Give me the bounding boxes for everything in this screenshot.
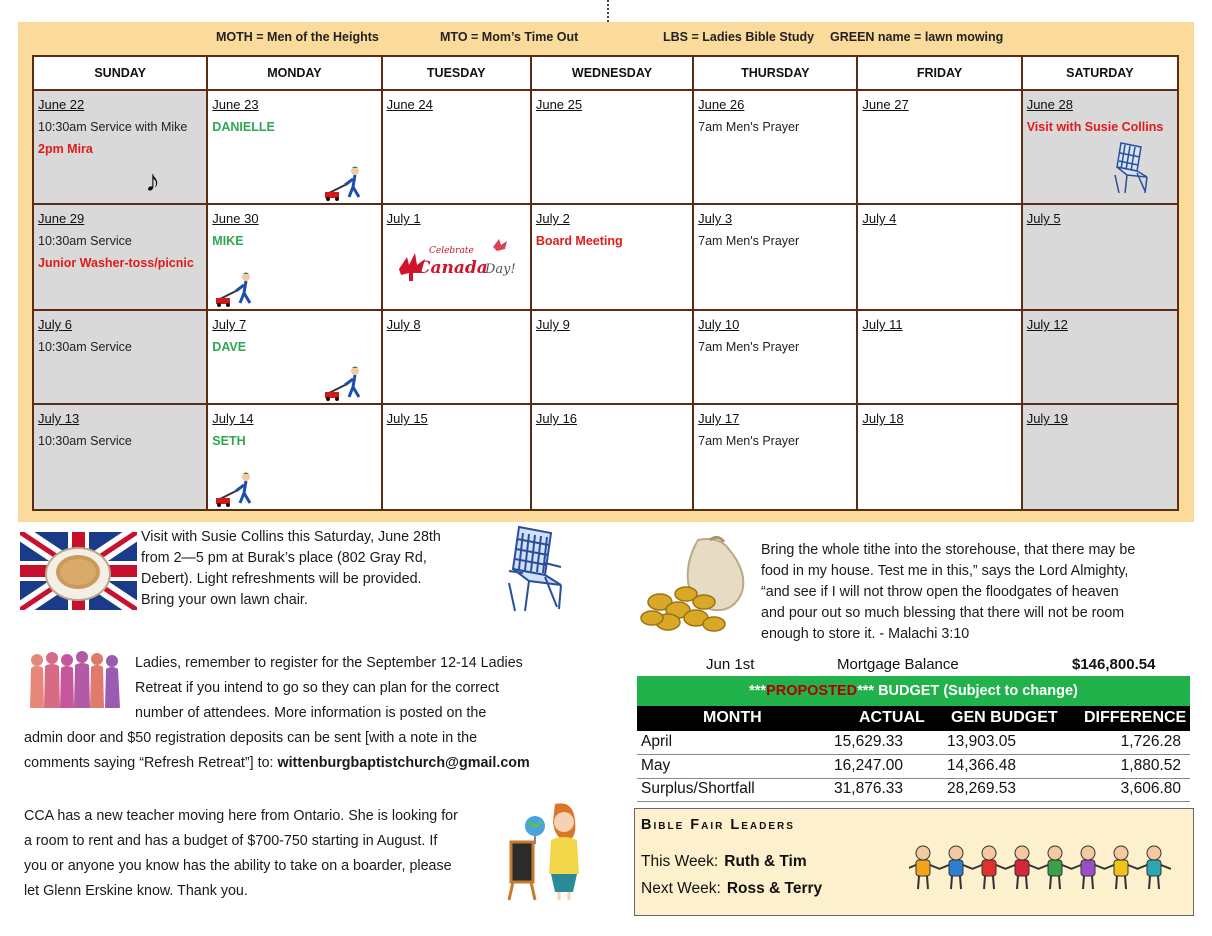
calendar-event: 7am Men's Prayer [698, 234, 800, 248]
day-header-sunday: SUNDAY [33, 56, 207, 90]
verse-line: “and see if I will not throw open the floodgates of heaven [761, 584, 1119, 600]
ladies-line: number of attendees. More information is posted on the [135, 705, 487, 721]
ladies-line: admin door and $50 registration deposits can be sent [with a note in the [24, 730, 478, 746]
day-date: July 5 [1026, 211, 1061, 226]
day-date: July 15 [386, 411, 428, 426]
day-date: July 17 [698, 411, 740, 426]
calendar-day-cell[interactable] [33, 204, 207, 310]
budget-difference: 1,880.52 [1120, 757, 1181, 774]
visit-line: Visit with Susie Collins this Saturday, June 28th [141, 529, 441, 545]
lawn-mower-icon [216, 271, 260, 307]
calendar-week-row [33, 310, 1178, 404]
day-date: June 26 [698, 97, 745, 112]
day-date: June 30 [212, 211, 259, 226]
cca-line: you or anyone you know has the ability to take on a boarder, please [24, 858, 452, 874]
this-week-leaders: Ruth & Tim [724, 853, 807, 870]
calendar-day-cell[interactable] [693, 204, 857, 310]
mowing-volunteer: MIKE [212, 234, 244, 248]
calendar-event: 7am Men's Prayer [698, 340, 800, 354]
verse-line: Bring the whole tithe into the storehouse, that there may be [761, 542, 1136, 558]
lawn-chair-icon [1111, 141, 1149, 195]
day-date: July 8 [386, 317, 421, 332]
budget-row-divider [637, 801, 1190, 802]
ladies-line: Retreat if you intend to go so they can plan for the correct [135, 680, 499, 696]
cca-line: a room to rent and has a budget of $700-750 starting in August. If [24, 833, 438, 849]
canada-day-image [393, 239, 523, 287]
day-date: July 14 [212, 411, 254, 426]
calendar-event: 7am Men's Prayer [698, 434, 800, 448]
calendar-day-cell[interactable] [1022, 90, 1178, 204]
mowing-volunteer: SETH [212, 434, 246, 448]
verse-line: food in my house. Test me in this,” says the Lord Almighty, [761, 563, 1129, 579]
budget-month: April [641, 733, 673, 750]
this-week-label: This Week: [641, 853, 719, 870]
calendar-day-cell[interactable] [857, 310, 1021, 404]
day-date: July 19 [1026, 411, 1068, 426]
banner-title: *** BUDGET (Subject to change) [857, 683, 1078, 699]
day-date: July 9 [535, 317, 570, 332]
budget-difference: 1,726.28 [1120, 733, 1181, 750]
visit-line: Bring your own lawn chair. [141, 592, 308, 608]
music-note-icon: ♪ [145, 165, 161, 198]
visit-line: Debert). Light refreshments will be provided. [141, 571, 422, 587]
verse-line: enough to store it. - Malachi 3:10 [761, 626, 970, 642]
lawn-mower-icon [325, 165, 369, 201]
this-week-row [641, 853, 807, 871]
legend-green: GREEN name = lawn mowing [830, 30, 1004, 44]
day-date: July 18 [862, 411, 904, 426]
church-email-link[interactable]: wittenburgbaptistchurch@gmail.com [277, 755, 530, 771]
mowing-volunteer: DAVE [212, 340, 247, 354]
mowing-volunteer: DANIELLE [212, 120, 275, 134]
calendar-day-cell[interactable] [531, 204, 693, 310]
women-silhouettes-image [28, 650, 126, 710]
special-event: Junior Washer-toss/picnic [38, 255, 194, 270]
next-week-row [641, 880, 822, 898]
special-event: 2pm Mira [38, 141, 93, 156]
budget-actual: 31,876.33 [834, 780, 903, 797]
mortgage-amount: $146,800.54 [1072, 656, 1156, 673]
budget-header-row [637, 706, 1190, 731]
union-jack-tea-image [20, 532, 137, 610]
lawn-mower-icon [325, 365, 369, 401]
calendar-week-row [33, 90, 1178, 204]
calendar-week-row [33, 204, 1178, 310]
calendar-day-cell[interactable] [693, 310, 857, 404]
calendar-day-cell[interactable] [1022, 310, 1178, 404]
visit-line: from 2—5 pm at Burak’s place (802 Gray Rd, [141, 550, 427, 566]
budget-gen: 14,366.48 [947, 757, 1016, 774]
day-date: June 23 [212, 97, 259, 112]
budget-gen: 28,269.53 [947, 780, 1016, 797]
day-date: June 25 [535, 97, 583, 112]
calendar-day-cell[interactable] [857, 404, 1021, 510]
ladies-last-line [24, 751, 530, 776]
day-date: June 22 [38, 97, 85, 112]
col-difference: DIFFERENCE [1084, 709, 1187, 726]
special-event: Visit with Susie Collins [1026, 120, 1164, 134]
day-header-wednesday: WEDNESDAY [531, 56, 693, 90]
calendar-day-cell[interactable] [693, 404, 857, 510]
banner-proposed: PROPOSTED [766, 683, 858, 699]
calendar-day-cell[interactable] [382, 90, 531, 204]
calendar-grid [32, 55, 1179, 511]
page-divider-mark [607, 0, 609, 22]
day-header-friday: FRIDAY [857, 56, 1021, 90]
day-header-row [33, 56, 1178, 90]
cca-line: let Glenn Erskine know. Thank you. [24, 883, 248, 899]
calendar-event: 10:30am Service with Mike [38, 120, 188, 134]
calendar-day-cell[interactable] [33, 310, 207, 404]
banner-stars: *** [749, 683, 767, 699]
day-date: July 4 [862, 211, 897, 226]
legend-moth: MOTH = Men of the Heights [216, 30, 379, 44]
day-date: July 1 [386, 211, 421, 226]
kids-holding-hands-image [909, 843, 1171, 893]
calendar-day-cell[interactable] [1022, 404, 1178, 510]
calendar-legend [18, 30, 1194, 48]
verse-line: and pour out so much blessing that there will not be room [761, 605, 1125, 621]
calendar-event: 7am Men's Prayer [698, 120, 800, 134]
day-header-thursday: THURSDAY [693, 56, 857, 90]
calendar-day-cell[interactable] [382, 310, 531, 404]
calendar-day-cell[interactable] [207, 310, 381, 404]
day-date: July 7 [212, 317, 247, 332]
budget-month: May [641, 757, 671, 774]
cca-line: CCA has a new teacher moving here from Ontario. She is looking for [24, 808, 458, 824]
next-week-leaders: Ross & Terry [726, 880, 823, 897]
calendar-day-cell[interactable] [207, 404, 381, 510]
next-week-label: Next Week: [641, 880, 721, 897]
calendar-event: 10:30am Service [38, 340, 132, 354]
day-date: June 27 [862, 97, 909, 112]
calendar-day-cell[interactable] [382, 204, 531, 310]
calendar-event: 10:30am Service [38, 434, 132, 448]
day-date: July 2 [535, 211, 570, 226]
money-bag-coins-image [638, 532, 754, 638]
budget-difference: 3,606.80 [1120, 780, 1181, 797]
day-date: July 3 [698, 211, 733, 226]
calendar-day-cell[interactable] [1022, 204, 1178, 310]
day-header-tuesday: TUESDAY [382, 56, 531, 90]
budget-row [637, 778, 1190, 800]
calendar-day-cell[interactable] [207, 204, 381, 310]
teacher-image [507, 800, 585, 902]
day-date: July 10 [698, 317, 740, 332]
canada-day-text-2: Canada [416, 258, 488, 278]
ladies-line-prefix: comments saying “Refresh Retreat”] to: [24, 755, 278, 771]
bible-fair-leaders-box [634, 808, 1194, 916]
day-header-monday: MONDAY [207, 56, 381, 90]
mortgage-date: Jun 1st [706, 656, 755, 673]
tithe-verse [761, 540, 1191, 645]
budget-banner [637, 676, 1190, 706]
day-date: July 6 [38, 317, 72, 332]
budget-gen: 13,903.05 [947, 733, 1016, 750]
legend-lbs: LBS = Ladies Bible Study [663, 30, 815, 44]
day-date: June 24 [386, 97, 433, 112]
calendar-day-cell[interactable] [207, 90, 381, 204]
cca-announcement [24, 804, 504, 904]
canada-day-text-1: Celebrate [428, 246, 474, 256]
budget-actual: 16,247.00 [834, 757, 903, 774]
col-month: MONTH [703, 709, 762, 726]
calendar-day-cell[interactable] [531, 310, 693, 404]
calendar-day-cell[interactable] [857, 204, 1021, 310]
budget-row [637, 755, 1190, 777]
budget-row [637, 731, 1190, 753]
col-actual: ACTUAL [859, 709, 925, 726]
calendar-day-cell[interactable] [531, 90, 693, 204]
day-header-saturday: SATURDAY [1022, 56, 1178, 90]
calendar-event: 10:30am Service [38, 234, 132, 248]
lawn-chair-image [505, 523, 565, 615]
calendar-day-cell[interactable] [33, 90, 207, 204]
mortgage-label: Mortgage Balance [837, 656, 959, 673]
day-date: July 11 [862, 317, 903, 332]
day-date: July 12 [1026, 317, 1068, 332]
day-date: June 28 [1026, 97, 1073, 112]
legend-mto: MTO = Mom’s Time Out [440, 30, 579, 44]
calendar-day-cell[interactable] [33, 404, 207, 510]
lawn-mower-icon [216, 471, 260, 507]
calendar-week-row [33, 404, 1178, 510]
special-event: Board Meeting [535, 234, 623, 248]
col-gen-budget: GEN BUDGET [951, 709, 1058, 726]
ladies-line: Ladies, remember to register for the September 12-14 Ladies [135, 655, 523, 671]
canada-day-text-3: Day! [484, 262, 516, 277]
calendar-day-cell[interactable] [857, 90, 1021, 204]
budget-month: Surplus/Shortfall [641, 780, 755, 797]
bible-fair-title: Bible Fair Leaders [641, 817, 795, 833]
calendar-day-cell[interactable] [693, 90, 857, 204]
day-date: July 13 [38, 411, 80, 426]
calendar-day-cell[interactable] [531, 404, 693, 510]
visit-announcement [141, 527, 481, 611]
day-date: July 16 [535, 411, 578, 426]
day-date: June 29 [38, 211, 85, 226]
calendar-day-cell[interactable] [382, 404, 531, 510]
calendar-panel [18, 22, 1194, 522]
budget-actual: 15,629.33 [834, 733, 903, 750]
